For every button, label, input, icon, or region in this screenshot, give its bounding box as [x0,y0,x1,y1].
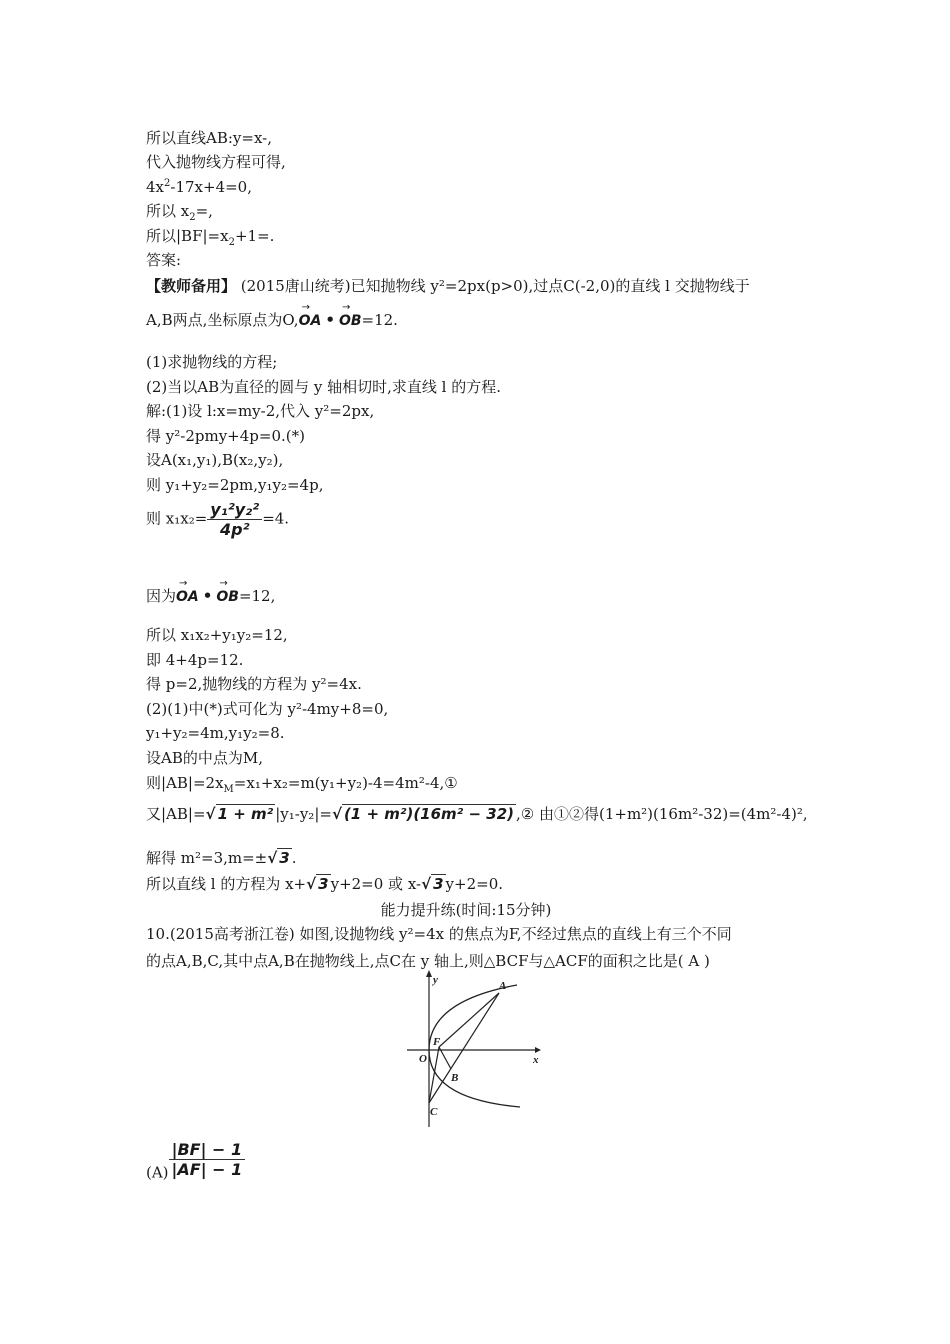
segment-FA [439,993,499,1047]
label-C: C [430,1106,438,1118]
label-x: x [533,1054,539,1066]
option-a: (A) $\frac{|BF| - 1}{|AF| - 1}$ [146,1140,245,1182]
label-F: F [433,1036,441,1048]
solution-line: (2)(1)中(*)式可化为 y²-4my+8=0, [146,700,389,718]
text-line: 代入抛物线方程可得, [146,153,286,171]
question-2: (2)当以AB为直径的圆与 y 轴相切时,求直线 l 的方程. [146,378,501,396]
fraction: $\frac{|BF| - 1}{|AF| - 1}$ [169,1140,246,1179]
solution-line: 则$|AB|=2x_M=x_1+x_2=m(y_1+y_2)-4=4m^2-4,①$ [146,774,458,795]
solution-line: 则 y₁+y₂=2pm,y₁y₂=4p, [146,476,324,494]
label-B: B [451,1072,459,1084]
teacher-tag: 【教师备用】 [146,277,237,295]
problem-10-line: 10.(2015高考浙江卷) 如图,设抛物线 y²=4x 的焦点为F,不经过焦点的直线上有三个不同 [146,925,732,943]
solution-line: 所以直线 l 的方程为 x+√ 3 y+2=0 或 x-√ 3 y+2=0. [146,875,504,893]
solution-line: 解得 m²=3,m=±√ 3 . [146,849,297,867]
sqrt-expression: √ 3 [306,875,329,893]
solution-line: y₁+y₂=4m,y₁y₂=8. [146,724,285,742]
answer-label: 答案: [146,251,182,269]
sqrt-expression: √ (1 + m²)(16m² − 32) [331,805,514,823]
solution-line: 解:(1)设 l:x=my-2,代入 y²=2px, [146,402,375,420]
section-heading: 能力提升练(时间:15分钟) [380,901,552,919]
text-line: 所以 $x_2=$, [146,202,213,223]
y-axis-arrow-icon [426,970,432,977]
question-1: (1)求抛物线的方程; [146,353,278,371]
problem-10-line: 的点A,B,C,其中点A,B在抛物线上,点C在 y 轴上,则△BCF与△ACF的面积之比是( A ) [146,952,710,970]
solution-line: 所以 x₁x₂+y₁y₂=12, [146,626,288,644]
solution-line: 即 4+4p=12. [146,651,244,669]
sqrt-expression: √ 3 [421,875,444,893]
text-line: 所以$|BF|=x_2+1=$. [146,227,275,248]
teacher-problem-line: 【教师备用】 (2015唐山统考)已知抛物线 y²=2px(p>0),过点C(-2,0)的直线 l 交抛物线于 [146,277,750,295]
vector-OA: → OA [299,311,322,331]
sqrt-expression: √ 3 [267,849,290,867]
text-line: $4x^2-17x+4=0$, [146,178,252,196]
vector-OA: → OA [176,587,199,607]
label-O: O [419,1053,427,1065]
solution-line: 设AB的中点为M, [146,749,263,767]
sqrt-expression: √ 1 + m² [205,805,274,823]
vector-OB: → OB [339,311,362,331]
teacher-problem-line: A,B两点,坐标原点为O,→ OA •→ OB=12. [146,310,398,331]
solution-line: 设A(x₁,y₁),B(x₂,y₂), [146,451,284,469]
label-A: A [499,980,507,992]
vector-OB: → OB [216,587,239,607]
fraction: $\frac{\text{y₁²y₂²}}{\text{4p²}}$ [207,500,262,539]
text-line: 所以直线AB:y=x-, [146,129,272,147]
solution-line: 又|AB|=√ 1 + m² |y₁-y₂|=√ (1 + m²)(16m² − 32) ,② 由①②得(1+m²)(16m²-32)=(4m²-4)², [146,805,808,823]
solution-line: 则 x₁x₂= $\frac{\text{y₁²y₂²}}{\text{4p²}}$ =4. [146,500,290,539]
solution-line: 因为→ OA •→ OB=12, [146,586,275,607]
parabola-curve [429,985,520,1107]
x-axis-arrow-icon [535,1047,541,1053]
label-y: y [433,974,438,986]
solution-line: 得 p=2,抛物线的方程为 y²=4x. [146,675,362,693]
solution-line: 得 y²-2pmy+4p=0.(*) [146,427,305,445]
parabola-figure [395,965,555,1137]
